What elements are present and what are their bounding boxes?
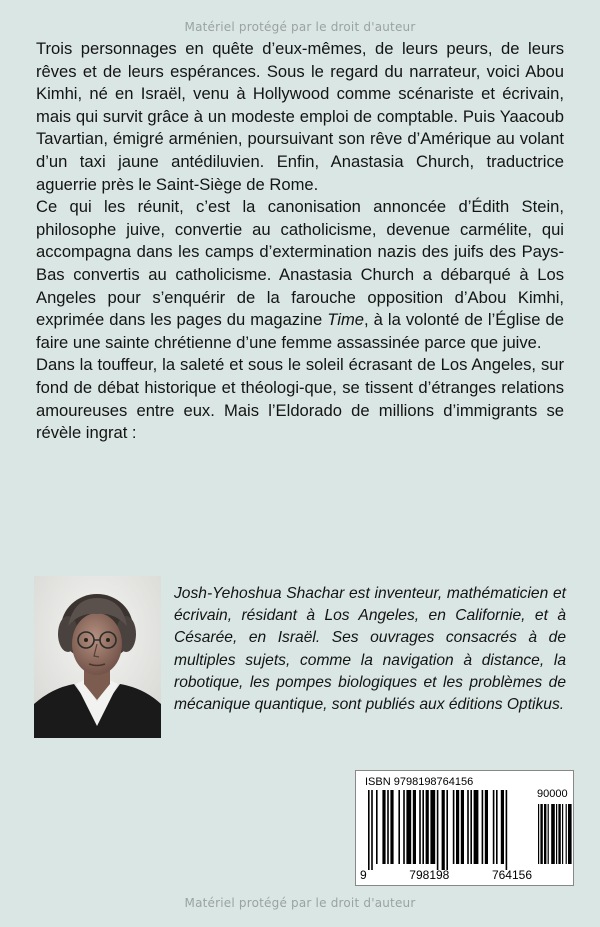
- barcode-bar: [398, 790, 400, 864]
- author-biography: Josh-Yehoshua Shachar est inventeur, mathématicien et écrivain, résidant à Los Angeles, en Californie, et à Césarée, en Israël. Ses ouvrages consacrés à de multiples sujets, comme la navigation à distance, la robotique, les pompes biologiques et les problèmes de mécanique quantique, sont publiés aux éditions Optikus.: [174, 585, 566, 714]
- barcode-bar: [470, 790, 472, 864]
- barcode-bar: [496, 790, 498, 864]
- barcode-digit-prefix: 9: [360, 868, 367, 882]
- barcode-bar: [482, 790, 484, 864]
- addon-bar: [556, 804, 557, 864]
- barcode-bar: [461, 790, 464, 864]
- addon-bar: [558, 804, 560, 864]
- barcode-bar: [422, 790, 424, 864]
- blurb-paragraph-1: Trois personnages en quête d’eux-mêmes, de leurs peurs, de leurs rêves et de leurs espérances. Sous le regard du narrateur, voici Abou Kimhi, né en Israël, venu à Hollywood comme scénariste et écrivain, mais qui survit grâce à un modeste emploi de comptable. Puis Yaacoub Tavartian, émigré arménien, poursuivant son rêve d’Amérique au volant d’un taxi jaune antédiluvien. Enfin, Anastasia Church, traductrice aguerrie près le Saint-Siège de Rome.: [36, 39, 564, 194]
- back-cover-blurb: [36, 38, 564, 445]
- barcode-bar: [506, 790, 508, 870]
- magazine-title: Time: [327, 310, 365, 330]
- barcode-digits-left: 798198: [409, 868, 450, 882]
- addon-bar: [562, 804, 563, 864]
- blurb-paragraph-2-start: Ce qui les réunit, c’est la canonisation annoncée d’Édith Stein, philosophe juive, convertie au catholicisme, devenue carmélite, qui accompagna dans les camps d’extermination nazis des juifs des Pays-Bas convertis au catholicisme. Anastasia Church a débarqué à Los Angeles pour s’enquérir de la farouche opposition d’Abou Kimhi, exprimée dans les pages du magazine: [36, 197, 564, 330]
- barcode-bar: [467, 790, 469, 864]
- blurb-paragraph-2: [36, 196, 564, 354]
- barcode-bar: [419, 790, 421, 864]
- addon-bar: [548, 804, 549, 864]
- barcode-bar: [413, 790, 416, 864]
- price-code: 90000: [537, 788, 568, 800]
- barcode-bar: [430, 790, 435, 864]
- isbn-label: ISBN 9798198764156: [365, 776, 474, 788]
- barcode-digits-right: 764156: [491, 868, 532, 882]
- author-photo: [34, 576, 161, 738]
- barcode-bar: [446, 790, 448, 870]
- addon-bar: [551, 804, 555, 864]
- barcode-bar: [493, 790, 495, 864]
- blurb-paragraph-2-end: , à la volonté de l’Église de faire une sainte chrétienne d’une femme assassinée parce que juive.: [36, 310, 564, 352]
- barcode-bar: [368, 790, 370, 870]
- barcode-bar: [426, 790, 429, 864]
- barcode-digits: [360, 868, 532, 882]
- barcode-bar: [485, 790, 488, 864]
- barcode-bar: [442, 790, 445, 870]
- addon-bar: [540, 804, 542, 864]
- barcode-bar: [501, 790, 504, 864]
- barcode-bars: [360, 790, 572, 870]
- barcode-bar: [403, 790, 405, 864]
- isbn-barcode: [355, 770, 574, 886]
- barcode-bar: [390, 790, 393, 864]
- addon-bar: [544, 804, 546, 864]
- blurb-paragraph-3: Dans la touffeur, la saleté et sous le soleil écrasant de Los Angeles, sur fond de débat historique et théologi-que, se tissent d’étranges relations amoureuses entre eux. Mais l’Eldorado de millions d’immigrants se révèle ingrat :: [36, 355, 564, 443]
- copyright-watermark-bottom: Matériel protégé par le droit d'auteur: [184, 896, 416, 910]
- barcode-bar: [474, 790, 479, 864]
- author-portrait-image: [34, 576, 161, 738]
- barcode-bar: [387, 790, 389, 864]
- barcode-bar: [406, 790, 411, 864]
- addon-bar: [566, 804, 567, 864]
- addon-bar: [538, 804, 539, 864]
- barcode-bar: [437, 790, 439, 870]
- addon-bar: [568, 804, 572, 864]
- barcode-bar: [376, 790, 378, 864]
- barcode-bar: [456, 790, 459, 864]
- barcode-bar: [453, 790, 455, 864]
- copyright-watermark-top: Matériel protégé par le droit d'auteur: [184, 20, 416, 34]
- barcode-bar: [371, 790, 373, 870]
- barcode-bar: [382, 790, 385, 864]
